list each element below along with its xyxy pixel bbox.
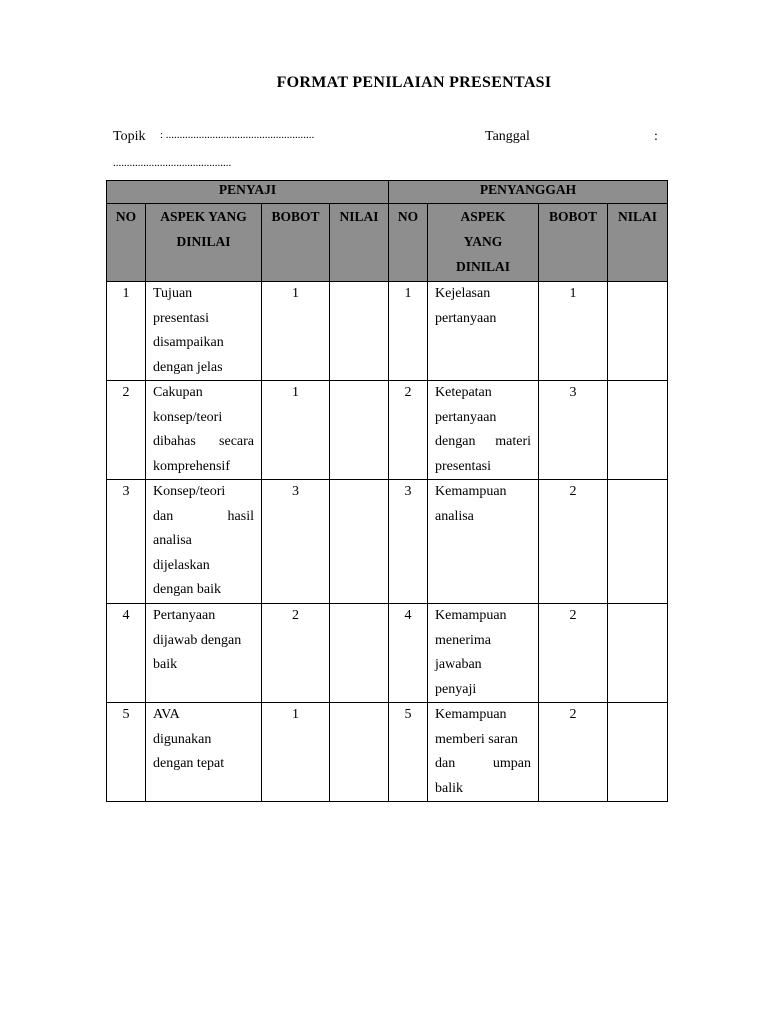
aspek-line: Ketepatan	[435, 385, 492, 400]
col-no-right: NO	[389, 204, 428, 282]
no-cell-right: 2	[389, 381, 428, 480]
aspek-line: dengan baik	[153, 582, 222, 597]
tanggal-field: ...........................................	[113, 157, 232, 169]
aspek-line: balik	[435, 780, 464, 796]
no-cell-left: 1	[107, 282, 146, 381]
aspek-line: dijawab dengan	[153, 632, 242, 648]
aspek-line: dibahas secara	[153, 434, 254, 449]
aspek-line: memberi saran	[435, 731, 518, 747]
table-row	[107, 703, 668, 802]
no-cell-right: 5	[389, 703, 428, 802]
table-row	[107, 480, 668, 604]
aspek-cell-left	[146, 703, 262, 802]
no-cell-right: 1	[389, 282, 428, 381]
col-bobot-left: BOBOT	[262, 204, 330, 282]
nilai-cell-left	[330, 703, 389, 802]
nilai-cell-left	[330, 480, 389, 604]
col-nilai-left: NILAI	[330, 204, 389, 282]
aspek-cell-right	[428, 703, 539, 802]
aspek-line: Konsep/teori	[153, 484, 226, 499]
nilai-cell-left	[330, 282, 389, 381]
table-row	[107, 282, 668, 381]
aspek-cell-left	[146, 381, 262, 480]
aspek-cell-left	[146, 282, 262, 381]
aspek-line: dengan materi	[435, 434, 532, 449]
aspek-line: digunakan	[153, 731, 212, 747]
col-aspek-right-line: ASPEK	[460, 209, 506, 224]
table-row	[107, 381, 668, 480]
aspek-cell-right	[428, 282, 539, 381]
aspek-cell-right	[428, 480, 539, 604]
col-aspek-left-line: DINILAI	[176, 234, 231, 249]
aspek-cell-right	[428, 381, 539, 480]
col-aspek-left-line: ASPEK YANG	[160, 209, 247, 224]
col-aspek-right	[428, 204, 539, 282]
no-cell-left: 5	[107, 703, 146, 802]
col-aspek-right-line: YANG	[463, 234, 503, 249]
bobot-cell-right: 2	[539, 703, 608, 802]
aspek-line: Kemampuan	[435, 484, 507, 499]
no-cell-left: 3	[107, 480, 146, 604]
no-cell-right: 3	[389, 480, 428, 604]
aspek-line: dengan tepat	[153, 756, 225, 771]
aspek-cell-left	[146, 480, 262, 604]
aspek-line: komprehensif	[153, 458, 230, 474]
aspek-line: pertanyaan	[435, 409, 497, 425]
nilai-cell-left	[330, 381, 389, 480]
no-cell-right: 4	[389, 604, 428, 703]
aspek-line: dan hasil	[153, 508, 254, 524]
bobot-cell-left: 1	[262, 703, 330, 802]
tanggal-colon: :	[654, 129, 658, 144]
aspek-line: baik	[153, 657, 178, 672]
aspek-line: dan umpan	[435, 756, 532, 771]
assessment-table	[106, 180, 668, 802]
page-title: FORMAT PENILAIAN PRESENTASI	[276, 74, 552, 91]
bobot-cell-right: 2	[539, 604, 608, 703]
aspek-line: menerima	[435, 632, 491, 648]
nilai-cell-right	[608, 282, 668, 381]
nilai-cell-right	[608, 604, 668, 703]
aspek-cell-right	[428, 604, 539, 703]
aspek-line: presentasi	[153, 310, 209, 326]
no-cell-left: 2	[107, 381, 146, 480]
col-no-left: NO	[107, 204, 146, 282]
table-row	[107, 604, 668, 703]
aspek-line: jawaban	[435, 657, 482, 672]
penyanggah-header: PENYANGGAH	[389, 181, 668, 204]
penyaji-header: PENYAJI	[107, 181, 389, 204]
nilai-cell-left	[330, 604, 389, 703]
aspek-line: AVA	[153, 707, 180, 722]
aspek-line: analisa	[153, 533, 192, 548]
bobot-cell-right: 1	[539, 282, 608, 381]
col-nilai-right: NILAI	[608, 204, 668, 282]
bobot-cell-left: 3	[262, 480, 330, 604]
bobot-cell-right: 2	[539, 480, 608, 604]
aspek-line: dijelaskan	[153, 557, 210, 573]
topik-field: : ......................................................	[160, 129, 315, 141]
aspek-line: Cakupan	[153, 385, 203, 400]
col-aspek-right-line: DINILAI	[456, 259, 511, 274]
col-aspek-left	[146, 204, 262, 282]
aspek-line: Pertanyaan	[153, 608, 216, 623]
nilai-cell-right	[608, 480, 668, 604]
aspek-line: analisa	[435, 508, 474, 524]
aspek-line: Kemampuan	[435, 608, 507, 623]
aspek-line: Kejelasan	[435, 286, 491, 301]
aspek-line: dengan jelas	[153, 359, 223, 375]
aspek-line: penyaji	[435, 681, 477, 697]
nilai-cell-right	[608, 703, 668, 802]
bobot-cell-left: 1	[262, 381, 330, 480]
aspek-line: pertanyaan	[435, 310, 497, 326]
no-cell-left: 4	[107, 604, 146, 703]
bobot-cell-left: 1	[262, 282, 330, 381]
topik-label: Topik	[113, 129, 146, 144]
col-bobot-right: BOBOT	[539, 204, 608, 282]
bobot-cell-left: 2	[262, 604, 330, 703]
aspek-line: Kemampuan	[435, 707, 507, 722]
aspek-line: presentasi	[435, 458, 491, 474]
aspek-line: Tujuan	[153, 286, 193, 301]
aspek-line: konsep/teori	[153, 409, 223, 425]
aspek-line: disampaikan	[153, 335, 224, 350]
aspek-cell-left	[146, 604, 262, 703]
tanggal-label: Tanggal	[485, 129, 530, 144]
bobot-cell-right: 3	[539, 381, 608, 480]
nilai-cell-right	[608, 381, 668, 480]
